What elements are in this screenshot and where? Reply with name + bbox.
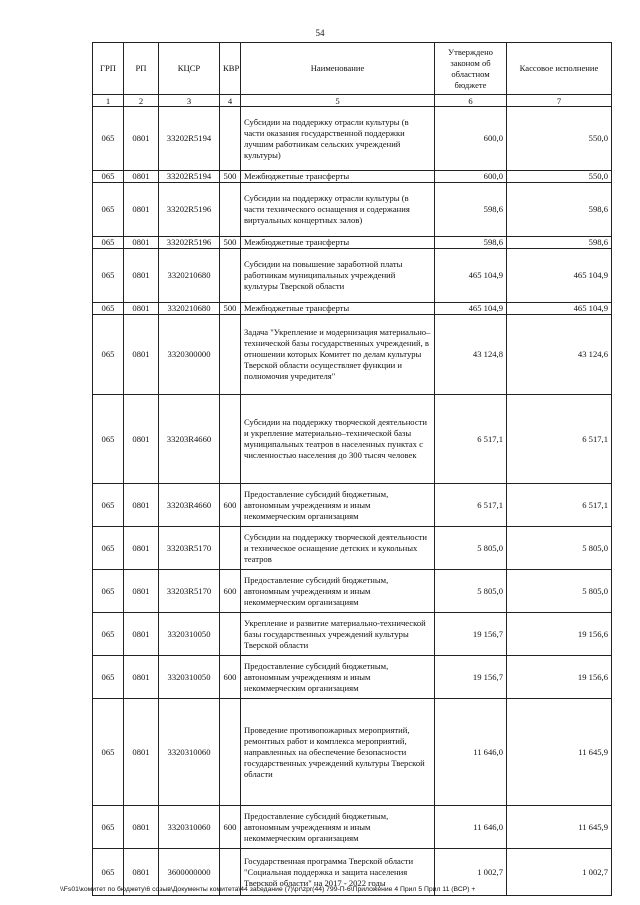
cell-approved: 465 104,9 bbox=[435, 303, 507, 315]
header-cash: Кассовое исполнение bbox=[507, 43, 612, 95]
cell-gpp: 065 bbox=[93, 849, 124, 896]
cell-cash: 11 645,9 bbox=[507, 699, 612, 806]
cell-kcsr: 33202R5194 bbox=[159, 171, 220, 183]
cell-name: Предоставление субсидий бюджетным, автономным учреждениям и иным некоммерческим организациям bbox=[241, 484, 435, 527]
cell-kcsr: 33202R5196 bbox=[159, 237, 220, 249]
header-gpp: ГРП bbox=[93, 43, 124, 95]
cell-name: Межбюджетные трансферты bbox=[241, 237, 435, 249]
table-row bbox=[93, 806, 612, 849]
column-number: 6 bbox=[435, 95, 507, 107]
cell-kcsr: 3320310060 bbox=[159, 699, 220, 806]
cell-gpp: 065 bbox=[93, 613, 124, 656]
cell-gpp: 065 bbox=[93, 395, 124, 484]
cell-kvr: 600 bbox=[220, 656, 241, 699]
cell-cash: 550,0 bbox=[507, 171, 612, 183]
cell-approved: 5 805,0 bbox=[435, 527, 507, 570]
cell-kcsr: 33203R5170 bbox=[159, 570, 220, 613]
cell-rp: 0801 bbox=[124, 107, 159, 171]
cell-gpp: 065 bbox=[93, 183, 124, 237]
cell-name: Субсидии на поддержку творческой деятельности и техническое оснащение детских и кукольных театров bbox=[241, 527, 435, 570]
cell-approved: 1 002,7 bbox=[435, 849, 507, 896]
cell-kvr bbox=[220, 315, 241, 395]
footer-file-path: \\Fs01\комитет по бюджету\6 созыв\Документы комитета\44 заседание (7)\pr\zpr(44) 799-П-6\Приложение 4 Прил 5 Прил 11 (ВСР) + bbox=[60, 886, 476, 893]
cell-cash: 6 517,1 bbox=[507, 395, 612, 484]
cell-name: Межбюджетные трансферты bbox=[241, 171, 435, 183]
cell-rp: 0801 bbox=[124, 699, 159, 806]
column-number: 3 bbox=[159, 95, 220, 107]
cell-approved: 19 156,7 bbox=[435, 656, 507, 699]
table-row bbox=[93, 656, 612, 699]
table-row bbox=[93, 249, 612, 303]
cell-name: Проведение противопожарных мероприятий, ремонтных работ и комплекса мероприятий, направленных на обеспечение безопасности государственных учреждений культуры Тверской области bbox=[241, 699, 435, 806]
cell-kvr: 600 bbox=[220, 570, 241, 613]
cell-approved: 465 104,9 bbox=[435, 249, 507, 303]
cell-rp: 0801 bbox=[124, 806, 159, 849]
header-kcsr: КЦСР bbox=[159, 43, 220, 95]
cell-cash: 19 156,6 bbox=[507, 613, 612, 656]
budget-table bbox=[92, 42, 612, 896]
cell-gpp: 065 bbox=[93, 303, 124, 315]
cell-cash: 550,0 bbox=[507, 107, 612, 171]
cell-approved: 6 517,1 bbox=[435, 395, 507, 484]
cell-rp: 0801 bbox=[124, 237, 159, 249]
cell-kcsr: 33203R5170 bbox=[159, 527, 220, 570]
table-row bbox=[93, 315, 612, 395]
cell-name: Субсидии на повышение заработной платы работникам муниципальных учреждений культуры Тверской области bbox=[241, 249, 435, 303]
cell-rp: 0801 bbox=[124, 183, 159, 237]
cell-gpp: 065 bbox=[93, 249, 124, 303]
cell-rp: 0801 bbox=[124, 171, 159, 183]
table-row bbox=[93, 395, 612, 484]
table-row bbox=[93, 183, 612, 237]
cell-kcsr: 3320310060 bbox=[159, 806, 220, 849]
column-number: 5 bbox=[241, 95, 435, 107]
cell-rp: 0801 bbox=[124, 395, 159, 484]
cell-rp: 0801 bbox=[124, 249, 159, 303]
table-row bbox=[93, 171, 612, 183]
column-number: 2 bbox=[124, 95, 159, 107]
table-row bbox=[93, 107, 612, 171]
cell-approved: 19 156,7 bbox=[435, 613, 507, 656]
cell-gpp: 065 bbox=[93, 237, 124, 249]
cell-cash: 19 156,6 bbox=[507, 656, 612, 699]
cell-rp: 0801 bbox=[124, 613, 159, 656]
cell-gpp: 065 bbox=[93, 171, 124, 183]
cell-approved: 600,0 bbox=[435, 107, 507, 171]
cell-cash: 465 104,9 bbox=[507, 249, 612, 303]
cell-kcsr: 33203R4660 bbox=[159, 395, 220, 484]
cell-kcsr: 3600000000 bbox=[159, 849, 220, 896]
cell-rp: 0801 bbox=[124, 484, 159, 527]
cell-kvr bbox=[220, 183, 241, 237]
table-row bbox=[93, 699, 612, 806]
cell-kcsr: 33203R4660 bbox=[159, 484, 220, 527]
cell-approved: 600,0 bbox=[435, 171, 507, 183]
header-name: Наименование bbox=[241, 43, 435, 95]
cell-kcsr: 33202R5194 bbox=[159, 107, 220, 171]
cell-cash: 6 517,1 bbox=[507, 484, 612, 527]
cell-cash: 5 805,0 bbox=[507, 570, 612, 613]
cell-approved: 43 124,8 bbox=[435, 315, 507, 395]
cell-gpp: 065 bbox=[93, 107, 124, 171]
cell-gpp: 065 bbox=[93, 570, 124, 613]
cell-rp: 0801 bbox=[124, 570, 159, 613]
cell-approved: 598,6 bbox=[435, 237, 507, 249]
cell-kcsr: 3320210680 bbox=[159, 303, 220, 315]
cell-kvr bbox=[220, 699, 241, 806]
cell-kcsr: 3320310050 bbox=[159, 656, 220, 699]
cell-kcsr: 3320210680 bbox=[159, 249, 220, 303]
cell-gpp: 065 bbox=[93, 527, 124, 570]
table-row bbox=[93, 527, 612, 570]
column-number-row bbox=[93, 95, 612, 107]
page-number: 54 bbox=[315, 28, 325, 38]
cell-name: Межбюджетные трансферты bbox=[241, 303, 435, 315]
cell-cash: 598,6 bbox=[507, 183, 612, 237]
cell-kcsr: 3320310050 bbox=[159, 613, 220, 656]
table-row bbox=[93, 484, 612, 527]
cell-name: Предоставление субсидий бюджетным, автономным учреждениям и иным некоммерческим организациям bbox=[241, 570, 435, 613]
cell-rp: 0801 bbox=[124, 303, 159, 315]
cell-rp: 0801 bbox=[124, 656, 159, 699]
cell-name: Субсидии на поддержку отрасли культуры (в части технического оснащения и содержания виртуальных концертных залов) bbox=[241, 183, 435, 237]
cell-kvr: 600 bbox=[220, 806, 241, 849]
cell-name: Укрепление и развитие материально-технической базы государственных учреждений культуры Тверской области bbox=[241, 613, 435, 656]
cell-kvr bbox=[220, 249, 241, 303]
header-rp: РП bbox=[124, 43, 159, 95]
cell-kvr bbox=[220, 613, 241, 656]
cell-cash: 43 124,6 bbox=[507, 315, 612, 395]
cell-gpp: 065 bbox=[93, 315, 124, 395]
header-row bbox=[93, 43, 612, 95]
column-number: 1 bbox=[93, 95, 124, 107]
cell-kvr bbox=[220, 395, 241, 484]
cell-kvr: 600 bbox=[220, 484, 241, 527]
cell-approved: 598,6 bbox=[435, 183, 507, 237]
cell-cash: 1 002,7 bbox=[507, 849, 612, 896]
column-number: 7 bbox=[507, 95, 612, 107]
cell-rp: 0801 bbox=[124, 849, 159, 896]
cell-name: Предоставление субсидий бюджетным, автономным учреждениям и иным некоммерческим организациям bbox=[241, 806, 435, 849]
table-row bbox=[93, 237, 612, 249]
cell-gpp: 065 bbox=[93, 699, 124, 806]
cell-rp: 0801 bbox=[124, 527, 159, 570]
cell-gpp: 065 bbox=[93, 484, 124, 527]
cell-approved: 11 646,0 bbox=[435, 699, 507, 806]
cell-cash: 598,6 bbox=[507, 237, 612, 249]
cell-name: Предоставление субсидий бюджетным, автономным учреждениям и иным некоммерческим организациям bbox=[241, 656, 435, 699]
cell-approved: 5 805,0 bbox=[435, 570, 507, 613]
cell-kvr bbox=[220, 107, 241, 171]
cell-approved: 6 517,1 bbox=[435, 484, 507, 527]
cell-gpp: 065 bbox=[93, 806, 124, 849]
cell-kvr: 500 bbox=[220, 303, 241, 315]
column-number: 4 bbox=[220, 95, 241, 107]
cell-gpp: 065 bbox=[93, 656, 124, 699]
header-approved: Утверждено законом об областном бюджете bbox=[435, 43, 507, 95]
table-row bbox=[93, 570, 612, 613]
table-row bbox=[93, 613, 612, 656]
cell-rp: 0801 bbox=[124, 315, 159, 395]
cell-name: Субсидии на поддержку отрасли культуры (в части оказания государственной поддержки лучшим работникам сельских учреждений культуры) bbox=[241, 107, 435, 171]
cell-name: Субсидии на поддержку творческой деятельности и укрепление материально–технической базы муниципальных театров в населенных пунктах с численностью населения до 300 тысяч человек bbox=[241, 395, 435, 484]
cell-name: Государственная программа Тверской области "Социальная поддержка и защита населения Тверской области" на 2017 - 2022 годы bbox=[241, 849, 435, 896]
cell-kvr: 500 bbox=[220, 237, 241, 249]
cell-kcsr: 3320300000 bbox=[159, 315, 220, 395]
cell-approved: 11 646,0 bbox=[435, 806, 507, 849]
cell-kvr: 500 bbox=[220, 171, 241, 183]
cell-cash: 11 645,9 bbox=[507, 806, 612, 849]
header-kvr: КВР bbox=[220, 43, 241, 95]
cell-kcsr: 33202R5196 bbox=[159, 183, 220, 237]
cell-cash: 5 805,0 bbox=[507, 527, 612, 570]
table-row bbox=[93, 303, 612, 315]
cell-cash: 465 104,9 bbox=[507, 303, 612, 315]
cell-kvr bbox=[220, 527, 241, 570]
cell-name: Задача "Укрепление и модернизация материально–технической базы государственных учреждений, в отношении которых Комитет по делам культуры Тверской области осуществляет функции и полномочия учредителя" bbox=[241, 315, 435, 395]
